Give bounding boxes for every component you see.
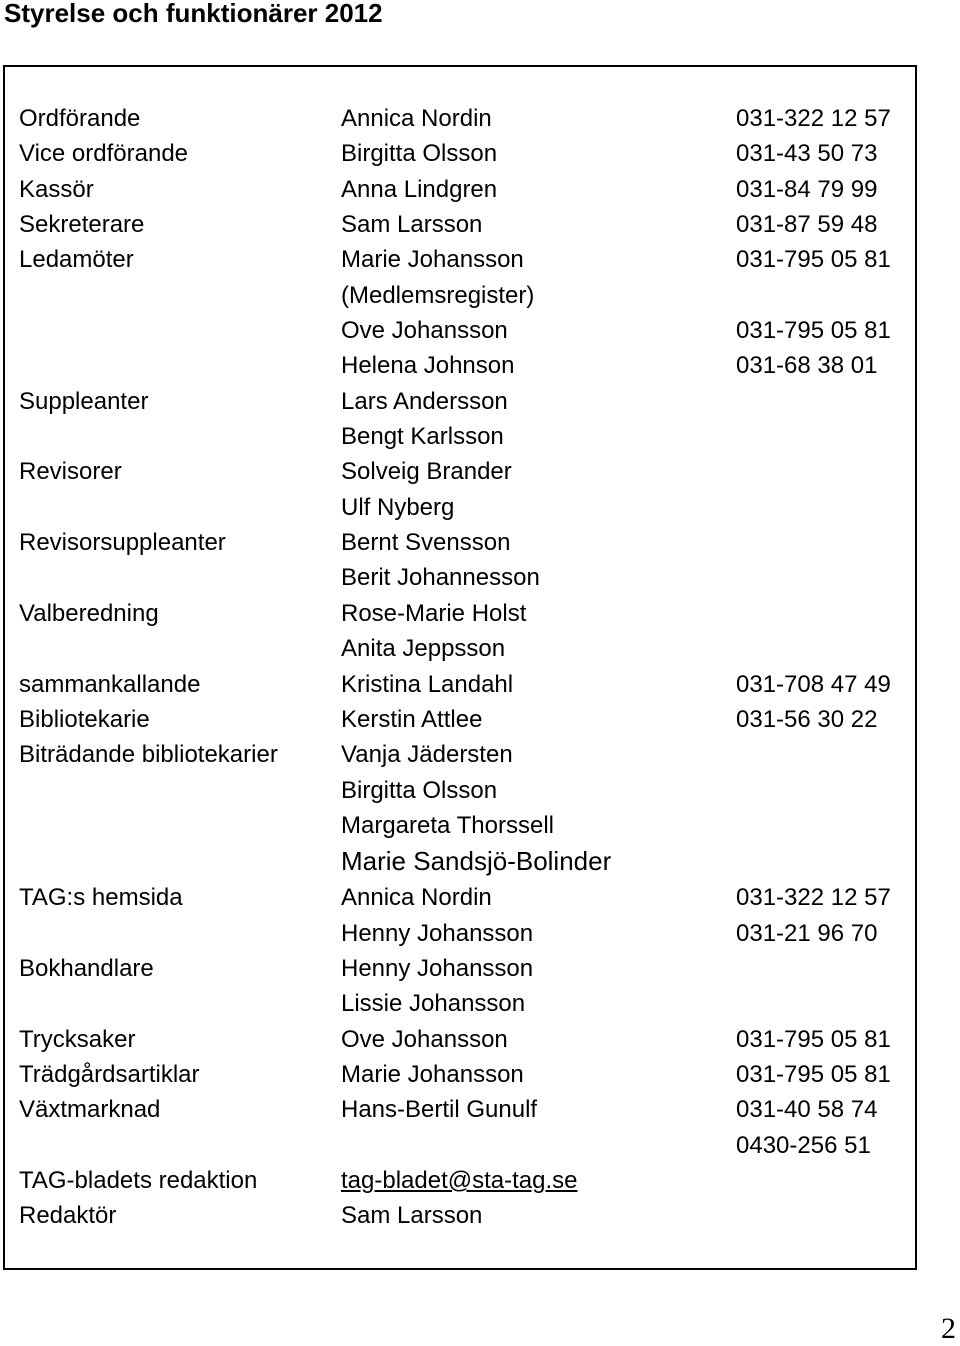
name-cell: Anna Lindgren — [341, 175, 498, 203]
role-cell: Suppleanter — [19, 387, 149, 415]
name-cell: Anita Jeppsson — [341, 635, 506, 663]
name-cell: Lars Andersson — [341, 387, 508, 415]
name-cell: (Medlemsregister) — [341, 281, 535, 309]
name-cell: Henny Johansson — [341, 919, 534, 947]
table-row — [19, 172, 914, 207]
role-cell: Redaktör — [19, 1202, 117, 1230]
name-cell: Berit Johannesson — [341, 564, 540, 592]
table-row — [19, 1057, 914, 1092]
role-cell: Bibliotekarie — [19, 705, 150, 733]
table-row — [19, 843, 914, 880]
name-cell: Solveig Brander — [341, 458, 512, 486]
phone-cell: 031-795 05 81 — [736, 317, 891, 345]
name-cell: Kerstin Attlee — [341, 705, 483, 733]
phone-cell: 031-795 05 81 — [736, 246, 891, 274]
table-row — [19, 278, 914, 313]
role-cell: Valberedning — [19, 599, 159, 627]
name-cell: Rose-Marie Holst — [341, 599, 527, 627]
table-row — [19, 1092, 914, 1127]
name-cell: Birgitta Olsson — [341, 776, 498, 804]
table-row — [19, 384, 914, 419]
table-row — [19, 348, 914, 383]
email-link[interactable]: tag-bladet@sta-tag.se — [341, 1166, 578, 1194]
phone-cell: 031-43 50 73 — [736, 140, 878, 168]
phone-cell: 031-68 38 01 — [736, 352, 878, 380]
name-cell: Sam Larsson — [341, 211, 483, 239]
table-row — [19, 880, 914, 915]
role-cell: Växtmarknad — [19, 1096, 161, 1124]
phone-cell: 031-708 47 49 — [736, 670, 891, 698]
name-cell: Birgitta Olsson — [341, 140, 498, 168]
table-row — [19, 596, 914, 631]
table-row — [19, 1128, 914, 1163]
table-row — [19, 951, 914, 986]
role-cell: Trycksaker — [19, 1025, 136, 1053]
role-cell: Revisorer — [19, 458, 122, 486]
name-cell: Bengt Karlsson — [341, 423, 504, 451]
table-row — [19, 419, 914, 454]
name-cell: Margareta Thorssell — [341, 811, 554, 839]
table-row — [19, 1022, 914, 1057]
page-title: Styrelse och funktionärer 2012 — [4, 0, 383, 28]
table-row — [19, 916, 914, 951]
name-cell: Marie Johansson — [341, 1060, 524, 1088]
table-row — [19, 101, 914, 136]
role-cell: Ledamöter — [19, 246, 134, 274]
name-cell: Vanja Jädersten — [341, 741, 513, 769]
name-cell: Annica Nordin — [341, 884, 492, 912]
role-cell: Trädgårdsartiklar — [19, 1060, 200, 1088]
name-cell: Marie Johansson — [341, 246, 524, 274]
roster-table — [19, 101, 914, 1234]
role-cell: Revisorsuppleanter — [19, 529, 226, 557]
role-cell: Vice ordförande — [19, 140, 189, 168]
table-row — [19, 808, 914, 843]
table-row — [19, 454, 914, 489]
name-cell: Ove Johansson — [341, 317, 508, 345]
table-row — [19, 313, 914, 348]
table-row — [19, 1163, 914, 1198]
name-cell: Kristina Landahl — [341, 670, 514, 698]
role-cell: TAG-bladets redaktion — [19, 1166, 258, 1194]
table-row — [19, 702, 914, 737]
phone-cell: 031-40 58 74 — [736, 1096, 878, 1124]
name-cell: Lissie Johansson — [341, 990, 526, 1018]
name-cell: Ulf Nyberg — [341, 493, 455, 521]
role-cell: sammankallande — [19, 670, 201, 698]
phone-cell: 031-795 05 81 — [736, 1060, 891, 1088]
phone-cell: 031-322 12 57 — [736, 884, 891, 912]
name-cell: Annica Nordin — [341, 105, 492, 132]
name-cell: Hans-Bertil Gunulf — [341, 1096, 538, 1124]
table-row — [19, 986, 914, 1021]
table-row — [19, 667, 914, 702]
role-cell: TAG:s hemsida — [19, 884, 183, 912]
phone-cell: 0430-256 51 — [736, 1131, 871, 1159]
table-row — [19, 1198, 914, 1233]
phone-cell: 031-322 12 57 — [736, 105, 891, 132]
table-row — [19, 560, 914, 595]
page-number: 2 — [941, 1312, 956, 1345]
table-row — [19, 737, 914, 772]
name-cell: Marie Sandsjö-Bolinder — [341, 846, 612, 877]
role-cell: Kassör — [19, 175, 94, 203]
table-row — [19, 631, 914, 666]
table-row — [19, 242, 914, 277]
role-cell: Sekreterare — [19, 211, 145, 239]
role-cell: Biträdande bibliotekarier — [19, 741, 278, 769]
name-cell: Henny Johansson — [341, 954, 534, 982]
role-cell: Ordförande — [19, 105, 141, 132]
name-cell: Bernt Svensson — [341, 529, 511, 557]
table-row — [19, 136, 914, 171]
phone-cell: 031-795 05 81 — [736, 1025, 891, 1053]
table-row — [19, 773, 914, 808]
table-row — [19, 525, 914, 560]
table-row — [19, 207, 914, 242]
table-row — [19, 490, 914, 525]
phone-cell: 031-84 79 99 — [736, 175, 878, 203]
phone-cell: 031-21 96 70 — [736, 919, 878, 947]
phone-cell: 031-56 30 22 — [736, 705, 878, 733]
name-cell: Ove Johansson — [341, 1025, 508, 1053]
phone-cell: 031-87 59 48 — [736, 211, 878, 239]
name-cell: Sam Larsson — [341, 1202, 483, 1230]
role-cell: Bokhandlare — [19, 954, 154, 982]
name-cell: Helena Johnson — [341, 352, 515, 380]
